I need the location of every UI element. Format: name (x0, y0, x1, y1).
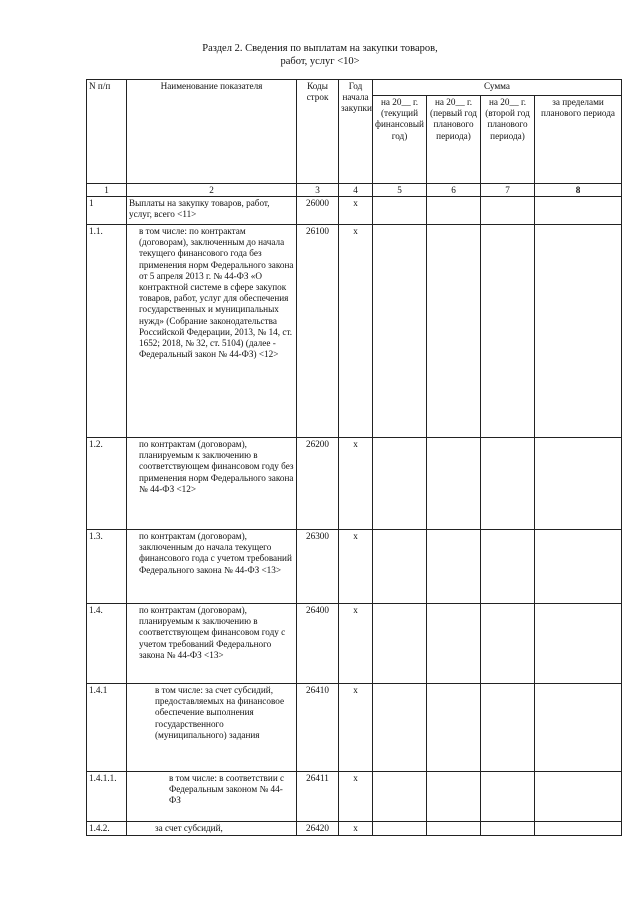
sum-cell (535, 197, 622, 225)
sum-cell (373, 822, 427, 836)
sum-cell (481, 604, 535, 684)
row-num: 1.3. (87, 530, 127, 604)
row-code: 26410 (297, 684, 339, 772)
row-year: x (339, 438, 373, 530)
sum-cell (373, 530, 427, 604)
row-name: в том числе: за счет субсидий, предоставляемых на финансовое обеспечение выполнения государственного (муниципального) задания (127, 684, 297, 772)
table-row (87, 530, 622, 604)
sum-cell (427, 225, 481, 438)
col-number: 4 (339, 184, 373, 197)
row-code: 26000 (297, 197, 339, 225)
sum-cell (535, 772, 622, 822)
row-num: 1.2. (87, 438, 127, 530)
sum-cell (481, 684, 535, 772)
row-num: 1.1. (87, 225, 127, 438)
sum-cell (427, 438, 481, 530)
sum-cell (427, 604, 481, 684)
row-year: x (339, 225, 373, 438)
row-code: 26300 (297, 530, 339, 604)
table-row (87, 225, 622, 438)
header-sum: Сумма (373, 80, 622, 96)
header-col6: на 20__ г. (первый год планового периода) (427, 96, 481, 184)
sum-cell (373, 225, 427, 438)
row-num: 1.4.2. (87, 822, 127, 836)
row-code: 26200 (297, 438, 339, 530)
sum-cell (535, 530, 622, 604)
table-row (87, 604, 622, 684)
sum-cell (373, 684, 427, 772)
row-year: x (339, 822, 373, 836)
table-row (87, 772, 622, 822)
row-code: 26411 (297, 772, 339, 822)
header-name: Наименование показателя (127, 80, 297, 184)
sum-cell (373, 438, 427, 530)
row-code: 26420 (297, 822, 339, 836)
sum-cell (481, 438, 535, 530)
row-year: x (339, 197, 373, 225)
section-title-line1: Раздел 2. Сведения по выплатам на закупки товаров, (202, 43, 438, 54)
row-name: за счет субсидий, (127, 822, 297, 836)
header-col5: на 20__ г. (текущий финансовый год) (373, 96, 427, 184)
sum-cell (373, 772, 427, 822)
row-name: Выплаты на закупку товаров, работ, услуг, всего <11> (127, 197, 297, 225)
sum-cell (481, 197, 535, 225)
sum-cell (535, 822, 622, 836)
row-name: в том числе: в соответствии с Федеральным законом № 44-ФЗ (127, 772, 297, 822)
sum-cell (481, 225, 535, 438)
sum-cell (481, 530, 535, 604)
col-number: 7 (481, 184, 535, 197)
row-name: по контрактам (договорам), планируемым к заключению в соответствующем финансовом году с учетом требований Федерального закона № 44-ФЗ <13> (127, 604, 297, 684)
header-num: N п/п (87, 80, 127, 184)
row-num: 1.4.1 (87, 684, 127, 772)
row-year: x (339, 684, 373, 772)
col-number: 8 (535, 184, 622, 197)
table-row (87, 438, 622, 530)
sum-cell (427, 197, 481, 225)
column-numbers-row (87, 184, 622, 197)
col-number: 3 (297, 184, 339, 197)
header-col8: за пределами планового периода (535, 96, 622, 184)
row-code: 26400 (297, 604, 339, 684)
row-year: x (339, 772, 373, 822)
sum-cell (535, 438, 622, 530)
purchases-table (86, 79, 622, 836)
row-num: 1.4. (87, 604, 127, 684)
sum-cell (427, 772, 481, 822)
sum-cell (373, 604, 427, 684)
sum-cell (427, 822, 481, 836)
table-row (87, 822, 622, 836)
header-codes: Коды строк (297, 80, 339, 184)
col-number: 2 (127, 184, 297, 197)
sum-cell (481, 772, 535, 822)
row-name: по контрактам (договорам), планируемым к заключению в соответствующем финансовом году без применения норм Федерального закона № 44-ФЗ <12> (127, 438, 297, 530)
sum-cell (535, 604, 622, 684)
table-row (87, 684, 622, 772)
row-code: 26100 (297, 225, 339, 438)
sum-cell (373, 197, 427, 225)
row-year: x (339, 604, 373, 684)
sum-cell (535, 684, 622, 772)
header-year: Год начала закупки (339, 80, 373, 184)
section-title (0, 42, 640, 68)
row-name: в том числе: по контрактам (договорам), заключенным до начала текущего финансового года без применения норм Федерального закона от 5 апреля 2013 г. № 44-ФЗ «О контрактной системе в сфере закупок товаров, работ, услуг для обеспечения государственных и муниципальных нужд» (Собрание законодательства Российской Федерации, 2013, № 14, ст. 1652; 2018, № 32, ст. 5104) (далее - Федеральный закон № 44-ФЗ) <12> (127, 225, 297, 438)
section-title-line2: работ, услуг <10> (280, 56, 360, 67)
sum-cell (427, 684, 481, 772)
col-number: 5 (373, 184, 427, 197)
header-col7: на 20__ г. (второй год планового периода) (481, 96, 535, 184)
sum-cell (427, 530, 481, 604)
row-year: x (339, 530, 373, 604)
table-row (87, 197, 622, 225)
row-name: по контрактам (договорам), заключенным до начала текущего финансового года с учетом требований Федерального закона № 44-ФЗ <13> (127, 530, 297, 604)
row-num: 1.4.1.1. (87, 772, 127, 822)
sum-cell (535, 225, 622, 438)
sum-cell (481, 822, 535, 836)
col-number: 1 (87, 184, 127, 197)
row-num: 1 (87, 197, 127, 225)
col-number: 6 (427, 184, 481, 197)
